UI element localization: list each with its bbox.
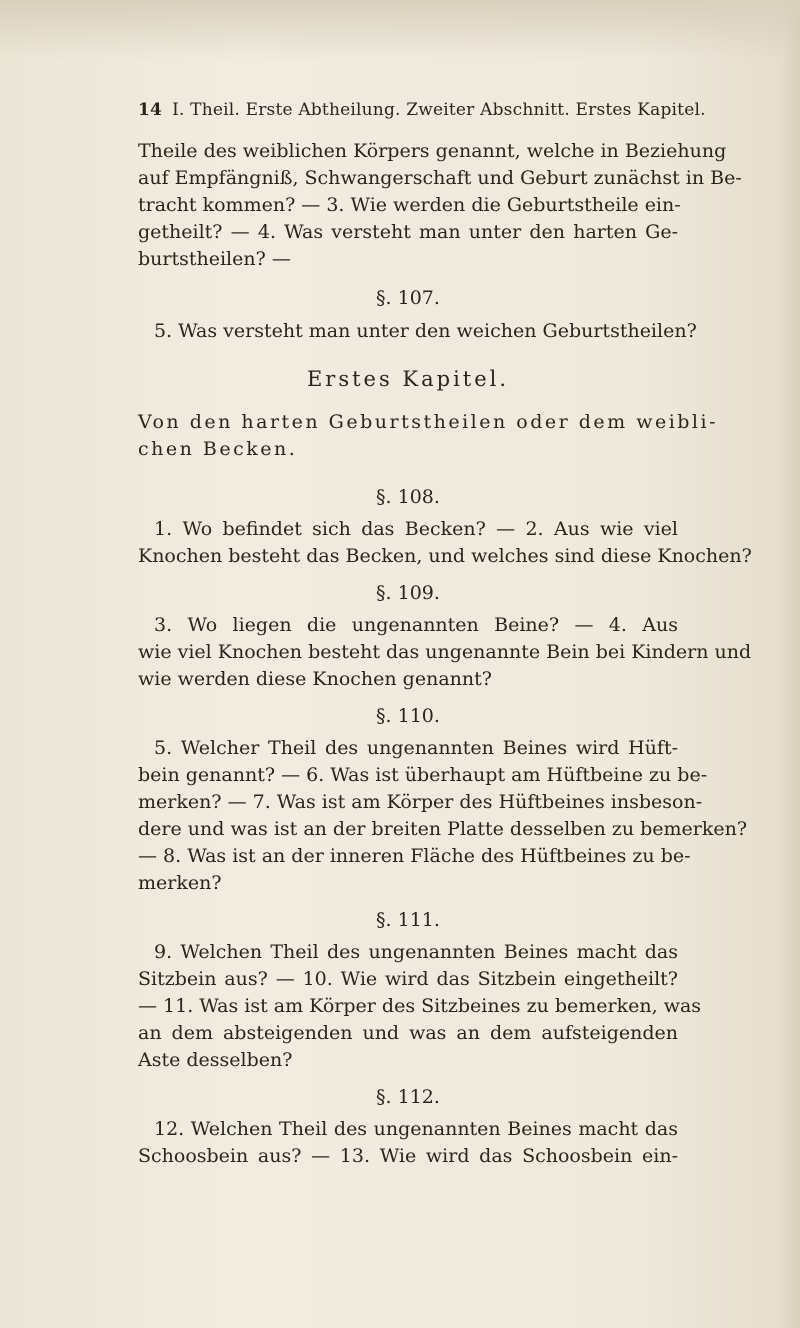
text-line: wie werden diese Knochen genannt? [138, 668, 492, 690]
text-line: — 8. Was ist an der inneren Fläche des Hüftbeines zu be- [138, 845, 691, 867]
section-heading: §. 111. [376, 909, 440, 931]
chapter-subtitle: Von den harten Geburtstheilen oder dem weibli- [138, 411, 719, 433]
text-line: Knochen besteht das Becken, und welches sind diese Knochen? [138, 545, 752, 567]
text-line: merken? [138, 872, 222, 894]
text-line: merken? — 7. Was ist am Körper des Hüftbeines insbeson- [138, 791, 703, 813]
running-header [138, 97, 706, 124]
text-line: auf Empfängniß, Schwangerschaft und Geburt zunächst in Be- [138, 167, 742, 189]
text-line: bein genannt? — 6. Was ist überhaupt am Hüftbeine zu be- [138, 764, 708, 786]
text-line: 5. Was versteht man unter den weichen Geburtstheilen? [154, 320, 697, 342]
text-line: 12. Welchen Theil des ungenannten Beines macht das [154, 1118, 678, 1140]
page-top-shadow [0, 0, 800, 60]
text-line: Sitzbein aus? — 10. Wie wird das Sitzbein eingetheilt? [138, 968, 678, 990]
text-line: burtstheilen? — [138, 248, 291, 270]
section-heading: §. 109. [376, 582, 440, 604]
text-line: Aste desselben? [138, 1049, 293, 1071]
text-line: dere und was ist an der breiten Platte desselben zu bemerken? [138, 818, 748, 840]
text-line: getheilt? — 4. Was versteht man unter den harten Ge- [138, 221, 678, 243]
chapter-subtitle: chen Becken. [138, 438, 298, 460]
running-title: I. Theil. Erste Abtheilung. Zweiter Abschnitt. Erstes Kapitel. [172, 100, 706, 120]
text-line: — 11. Was ist am Körper des Sitzbeines zu bemerken, was [138, 995, 702, 1017]
chapter-heading: Erstes Kapitel. [306, 367, 510, 391]
text-line: an dem absteigenden und was an dem aufsteigenden [138, 1022, 678, 1044]
section-heading: §. 110. [376, 705, 440, 727]
section-heading: §. 107. [376, 287, 440, 309]
text-line: Schoosbein aus? — 13. Wie wird das Schoosbein ein- [138, 1145, 678, 1167]
text-line: Theile des weiblichen Körpers genannt, welche in Beziehung [138, 140, 727, 162]
section-heading: §. 108. [376, 486, 440, 508]
text-line: 1. Wo befindet sich das Becken? — 2. Aus wie viel [154, 518, 678, 540]
page-gutter-shadow [782, 0, 800, 1328]
text-line: 9. Welchen Theil des ungenannten Beines macht das [154, 941, 678, 963]
text-line: 5. Welcher Theil des ungenannten Beines wird Hüft- [154, 737, 678, 759]
text-line: wie viel Knochen besteht das ungenannte Bein bei Kindern und [138, 641, 752, 663]
text-line: tracht kommen? — 3. Wie werden die Geburtstheile ein- [138, 194, 681, 216]
text-line: 3. Wo liegen die ungenannten Beine? — 4. Aus [154, 614, 678, 636]
page-number: 14 [138, 100, 163, 120]
section-heading: §. 112. [376, 1086, 440, 1108]
